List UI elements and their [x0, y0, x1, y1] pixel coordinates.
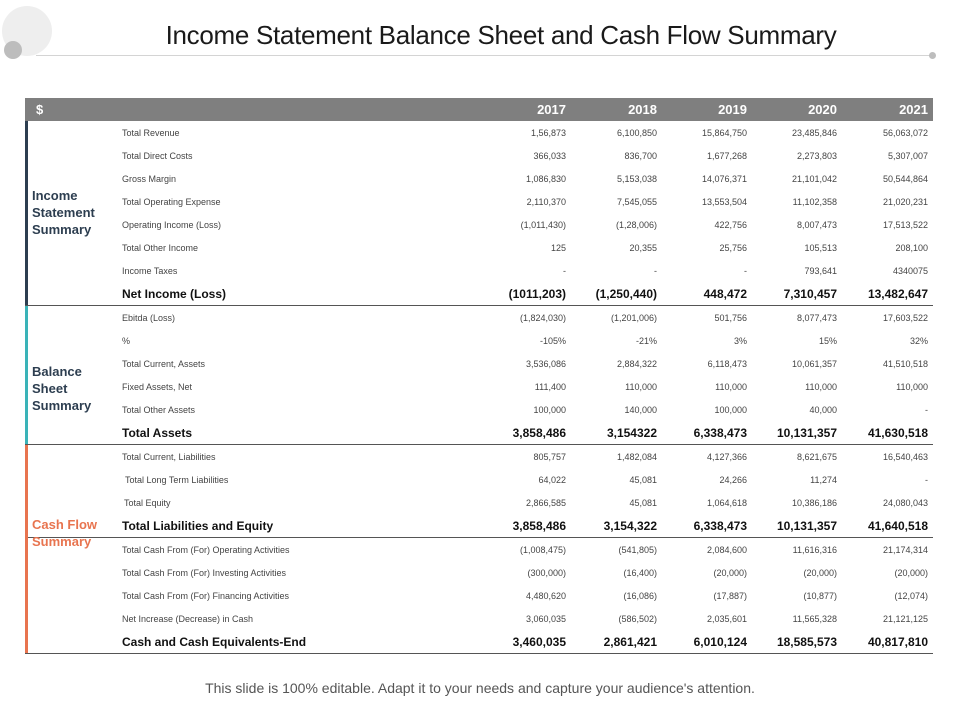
table-header-row — [25, 98, 933, 121]
total-row: Total Assets 3,858,486 3,154322 6,338,473 10,131,357 41,630,518 — [122, 426, 928, 440]
table-row: Total Direct Costs 366,033 836,700 1,677,268 2,273,803 5,307,007 — [122, 151, 928, 161]
table-bottom-rule — [25, 653, 933, 654]
income-section-label: Income Statement Summary — [32, 188, 95, 237]
balance-sheet-section — [25, 306, 933, 444]
year-header: 2018 — [628, 102, 657, 117]
title-rule-dot — [929, 52, 936, 59]
currency-header: $ — [36, 102, 44, 117]
table-row: Operating Income (Loss) (1,011,430) (1,28,006) 422,756 8,007,473 17,513,522 — [122, 220, 928, 230]
table-row: Total Equity 2,866,585 45,081 1,064,618 10,386,186 24,080,043 — [124, 498, 928, 508]
table-row: Total Operating Expense 2,110,370 7,545,055 13,553,504 11,102,358 21,020,231 — [122, 197, 928, 207]
table-row: Total Cash From (For) Investing Activities (300,000) (16,400) (20,000) (20,000) (20,000) — [122, 568, 928, 578]
table-row: Net Increase (Decrease) in Cash 3,060,035 (586,502) 2,035,601 11,565,328 21,121,125 — [122, 614, 928, 624]
table-row: Total Current, Liabilities 805,757 1,482,084 4,127,366 8,621,675 16,540,463 — [122, 452, 928, 462]
table-row: Fixed Assets, Net 111,400 110,000 110,000 110,000 110,000 — [122, 382, 928, 392]
table-row: Gross Margin 1,086,830 5,153,038 14,076,371 21,101,042 50,544,864 — [122, 174, 928, 184]
year-header: 2020 — [808, 102, 837, 117]
total-row: Total Liabilities and Equity 3,858,486 3,154,322 6,338,473 10,131,357 41,640,518 — [122, 519, 928, 533]
cashflow-section-label: Cash Flow Summary — [32, 517, 98, 549]
year-header: 2017 — [537, 102, 566, 117]
total-row: Net Income (Loss) (1011,203) (1,250,440) 448,472 7,310,457 13,482,647 — [122, 287, 928, 301]
page-title: Income Statement Balance Sheet and Cash Flow Summary — [165, 20, 837, 50]
total-row: Cash and Cash Equivalents-End 3,460,035 2,861,421 6,010,124 18,585,573 40,817,810 — [122, 635, 928, 649]
summary-table — [25, 98, 933, 654]
table-row: Total Current, Assets 3,536,086 2,884,322 6,118,473 10,061,357 41,510,518 — [122, 359, 928, 369]
title-underline — [36, 55, 932, 56]
cash-flow-section — [25, 445, 933, 653]
table-row: Total Other Assets 100,000 140,000 100,000 40,000 - — [122, 405, 928, 415]
year-header: 2021 — [899, 102, 928, 117]
table-row: Total Long Term Liabilities 64,022 45,081 24,266 11,274 - — [125, 475, 928, 485]
income-statement-section — [25, 121, 933, 305]
table-row: Income Taxes - - - 793,641 4340075 — [122, 266, 928, 276]
table-row: Total Other Income 125 20,355 25,756 105,513 208,100 — [122, 243, 928, 253]
table-row: Ebitda (Loss) (1,824,030) (1,201,006) 501,756 8,077,473 17,603,522 — [122, 313, 928, 323]
balance-section-label: Balance Sheet Summary — [32, 364, 92, 413]
table-row: Total Revenue 1,56,873 6,100,850 15,864,750 23,485,846 56,063,072 — [122, 128, 928, 138]
table-row: Total Cash From (For) Financing Activities 4,480,620 (16,086) (17,887) (10,877) (12,074) — [122, 591, 928, 601]
table-row: % -105% -21% 3% 15% 32% — [122, 336, 928, 346]
year-header: 2019 — [718, 102, 747, 117]
table-row: Total Cash From (For) Operating Activities (1,008,475) (541,805) 2,084,600 11,616,316 21,174,314 — [122, 545, 928, 555]
footer-note: This slide is 100% editable. Adapt it to your needs and capture your audience's attention. — [205, 680, 755, 696]
